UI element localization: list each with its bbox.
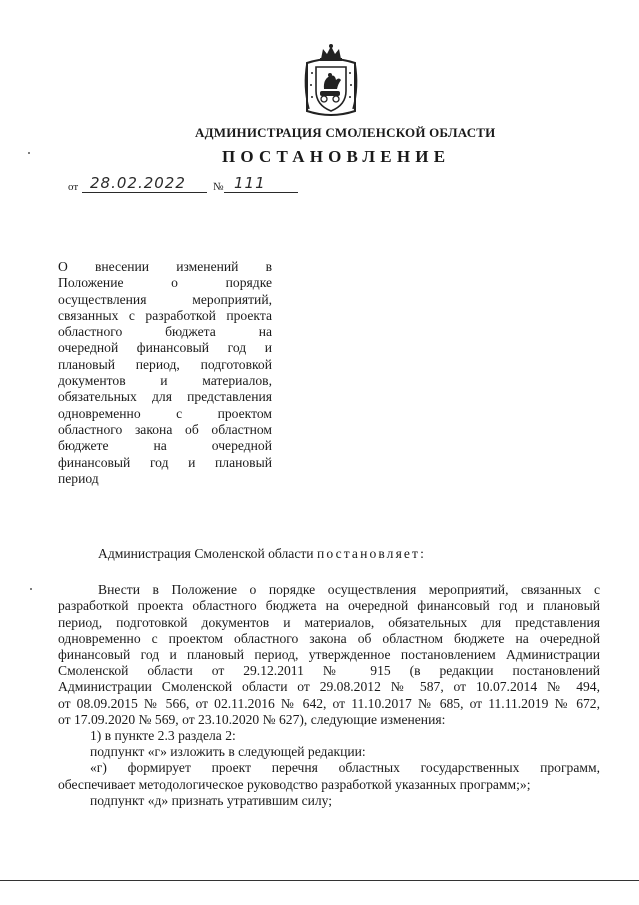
subject-line: плановый период, подготовкой [58,356,272,372]
scan-speck [30,588,32,590]
subitem-g-text: «г) формирует проект перечня областных государственных программ, [90,760,600,776]
paragraph-line: Администрации Смоленской области от 29.08.2012 № 587, от 10.07.2014 № 494, [58,679,600,695]
document-subject [58,259,272,487]
preamble-verb: постановляет: [316,546,426,561]
paragraph-line: от 08.09.2015 № 566, от 02.11.2016 № 642, от 11.10.2017 № 685, от 11.11.2019 № 672, [58,695,600,711]
date-underline [82,192,207,193]
preamble-text: Администрация Смоленской области [98,546,314,561]
subject-line: Положение о порядке [58,275,272,291]
scan-edge-line [0,880,639,881]
item-1: 1) в пункте 2.3 раздела 2: [90,728,236,744]
subject-line: очередной финансовый год и [58,340,272,356]
preamble [58,546,600,562]
subitem-g-text: обеспечивает методологическое руководство разработкой указанных программ;»; [58,776,531,792]
document-type: ПОСТАНОВЛЕНИЕ [222,147,451,166]
paragraph-line: Внести в Положение о порядке осуществления мероприятий, связанных с [98,582,600,598]
date-label: от [68,181,79,193]
organization-name: АДМИНИСТРАЦИЯ СМОЛЕНСКОЙ ОБЛАСТИ [195,125,496,140]
subject-line: период [58,470,99,486]
issue-number: 111 [234,174,266,192]
subject-line: документов и материалов, [58,373,272,389]
coat-of-arms-icon [299,43,363,121]
subject-line: О внесении изменений в [58,259,272,274]
paragraph-line: финансовый год и плановый период, утвержденное постановлением Администрации [58,647,600,663]
scan-speck [28,152,30,154]
paragraph-line: одновременно с проектом областного закона об областном бюджете на очередной [58,630,600,646]
subject-line: областного бюджета на [58,324,272,340]
document-body [58,546,600,809]
subject-line: связанных с разработкой проекта [58,307,272,323]
subject-line: обязательных для представления [58,389,272,405]
number-label: № [213,181,224,193]
paragraph-line: период, подготовкой документов и материалов, обязательных для представления [58,614,600,630]
number-underline [224,192,298,193]
paragraph-line: Смоленской области от 29.12.2011 № 915 (в редакции постановлений [58,663,600,679]
subject-line: финансовый год и плановый [58,454,272,470]
subject-line: одновременно с проектом [58,405,272,421]
subitem-g-intro: подпункт «г» изложить в следующей редакции: [90,744,366,760]
paragraph-line: от 17.09.2020 № 569, от 23.10.2020 № 627), следующие изменения: [58,711,446,727]
subject-line: областного закона об областном [58,421,272,437]
subject-line: осуществления мероприятий, [58,291,272,307]
paragraph-line: разработкой проекта областного бюджета на очередной финансовый год и плановый [58,598,600,614]
issue-date: 28.02.2022 [90,174,186,192]
subitem-d: подпункт «д» признать утратившим силу; [90,792,333,808]
subject-line: бюджете на очередной [58,438,272,454]
